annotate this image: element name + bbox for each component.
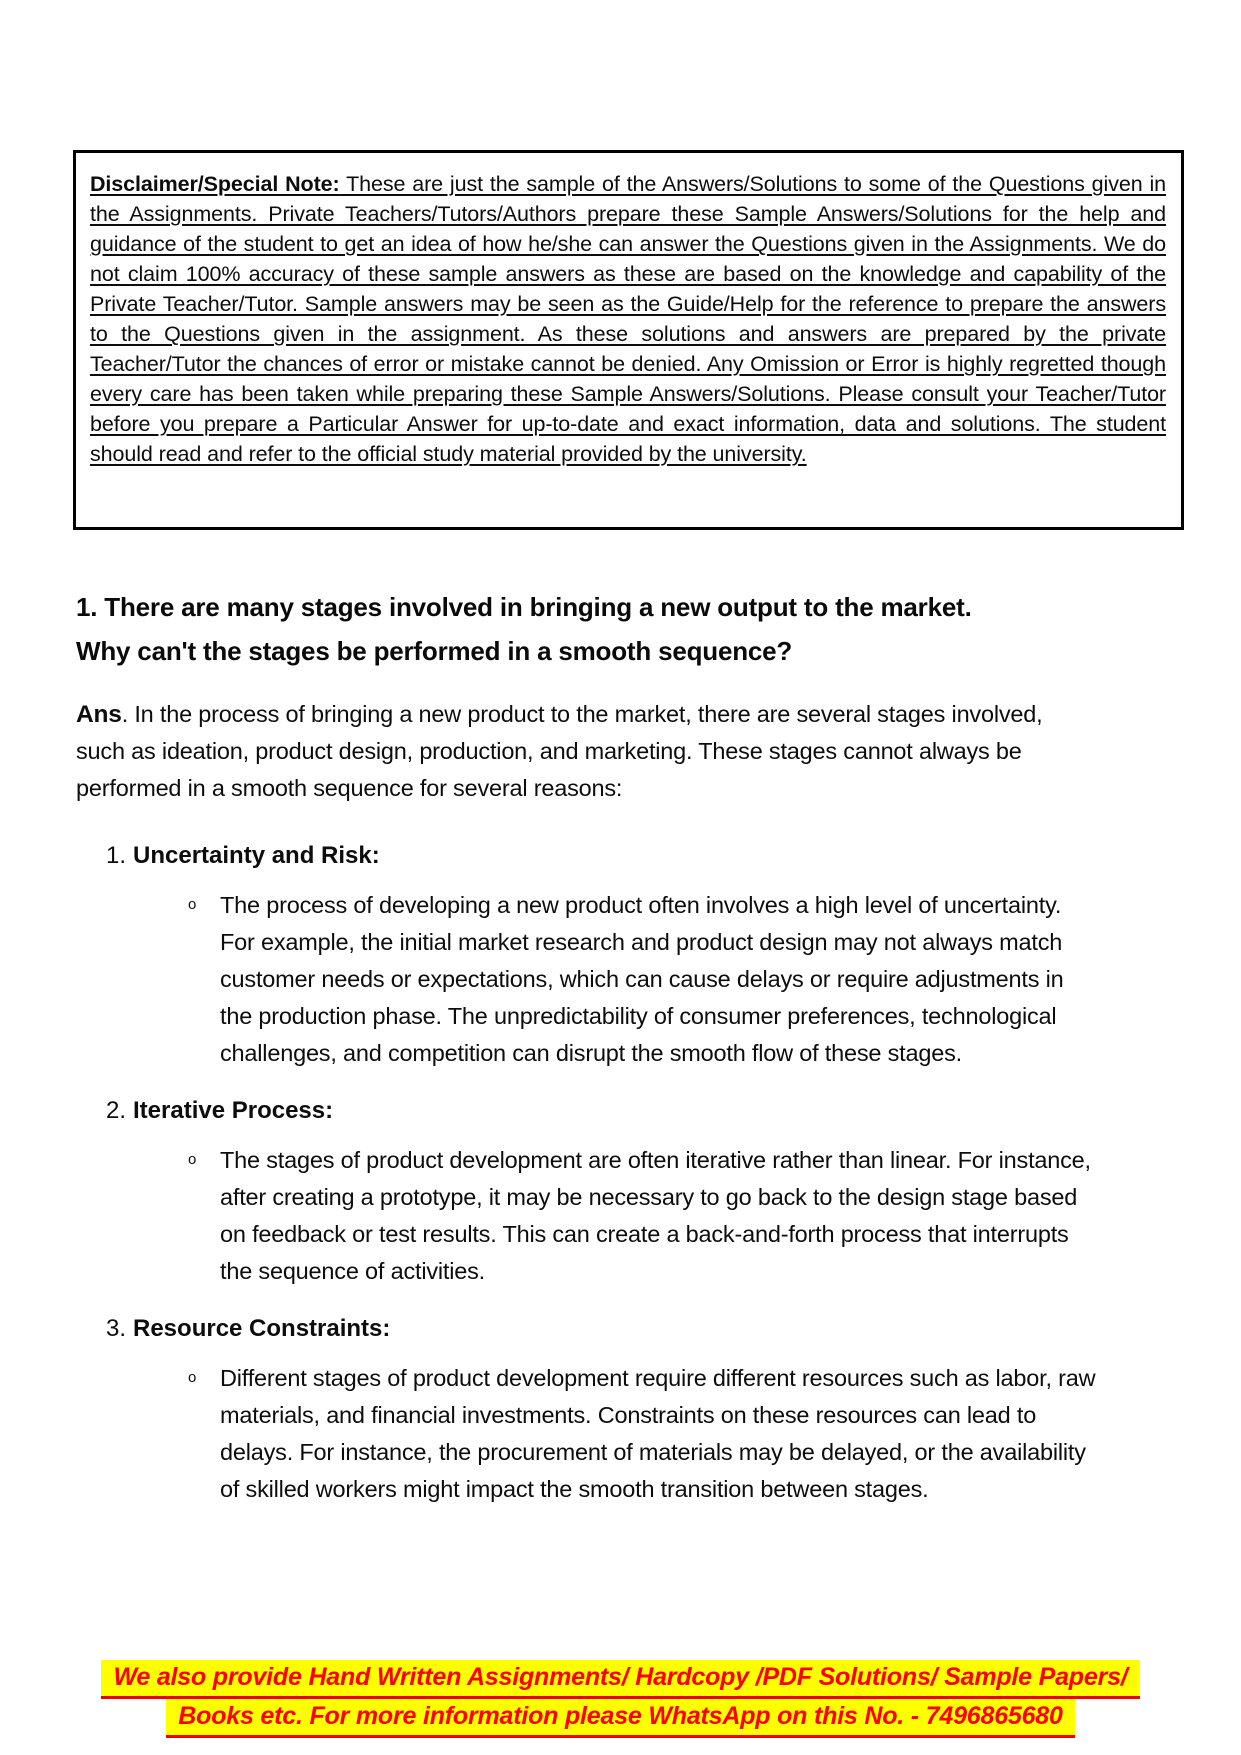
circle-bullet-marker: o <box>188 1151 197 1168</box>
list-item-heading <box>100 1314 1166 1344</box>
list-item-heading <box>100 841 1166 871</box>
answer-lead-label: Ans <box>76 701 122 728</box>
list-item-detail <box>100 1360 1100 1508</box>
circle-bullet-marker: o <box>188 1369 197 1386</box>
list-item-title: Uncertainty and Risk: <box>133 842 380 869</box>
circle-bullet-marker: o <box>188 896 197 913</box>
list-item-detail-text: Different stages of product development require different resources such as labor, raw materials, and financial investments. Constraints on these resources can lead to delays. For instance, the procurement of materials may be delayed, or the availability of skilled workers might impact the smooth transition between stages. <box>220 1365 1096 1502</box>
footer-banner <box>0 1660 1241 1738</box>
disclaimer-box <box>73 150 1184 530</box>
list-item-title: Iterative Process: <box>133 1097 334 1124</box>
list-item-detail <box>100 1142 1100 1290</box>
list-item-detail-text: The stages of product development are often iterative rather than linear. For instance, after creating a prototype, it may be necessary to go back to the design stage based on feedback or test results. This can create a back-and-forth process that interrupts the sequence of activities. <box>220 1147 1091 1284</box>
footer-line-2-wrap <box>0 1699 1241 1738</box>
footer-line-1-wrap <box>0 1660 1241 1699</box>
answer-paragraph <box>76 696 1086 807</box>
question-heading <box>76 585 972 673</box>
footer-highlight-text-1: We also provide Hand Written Assignments/ Hardcopy /PDF Solutions/ Sample Papers/ <box>101 1660 1139 1699</box>
list-item-number: 2. <box>106 1097 127 1124</box>
list-item-detail-text: The process of developing a new product often involves a high level of uncertainty. For example, the initial market research and product design may not always match customer needs or expectations, which can cause delays or require adjustments in the production phase. The unpredictability of consumer preferences, technological challenges, and competition can disrupt the smooth flow of these stages. <box>220 892 1064 1066</box>
list-item-heading <box>100 1096 1166 1126</box>
question-line-1: 1. There are many stages involved in bringing a new output to the market. <box>76 592 972 622</box>
disclaimer-text <box>90 169 1166 469</box>
answer-points-list <box>100 841 1166 1532</box>
list-item-detail <box>100 887 1100 1072</box>
list-item-number: 3. <box>106 1315 127 1342</box>
disclaimer-body-text: These are just the sample of the Answers/Solutions to some of the Questions given in the Assignments. Private Teachers/Tutors/Authors prepare these Sample Answers/Solutions for the help and guidance of the student to get an idea of how he/she can answer the Questions given in the Assignments. We do not claim 100% accuracy of these sample answers as these are based on the knowledge and capability of the Private Teacher/Tutor. Sample answers may be seen as the Guide/Help for the reference to prepare the answers to the Questions given in the assignment. As these solutions and answers are prepared by the private Teacher/Tutor the chances of error or mistake cannot be denied. Any Omission or Error is highly regretted though every care has been taken while preparing these Sample Answers/Solutions. Please consult your Teacher/Tutor before you prepare a Particular Answer for up-to-date and exact information, data and solutions. The student should read and refer to the official study material provided by the university. <box>90 172 1166 466</box>
disclaimer-lead-label: Disclaimer/Special Note: <box>90 172 340 196</box>
footer-highlight-text-2: Books etc. For more information please WhatsApp on this No. - 7496865680 <box>166 1699 1074 1738</box>
list-item-title: Resource Constraints: <box>133 1315 391 1342</box>
question-line-2: Why can't the stages be performed in a smooth sequence? <box>76 636 793 666</box>
answer-body-text: . In the process of bringing a new product to the market, there are several stages involved, such as ideation, product design, production, and marketing. These stages cannot always be performed in a smooth sequence for several reasons: <box>76 701 1043 801</box>
list-item-number: 1. <box>106 842 127 869</box>
